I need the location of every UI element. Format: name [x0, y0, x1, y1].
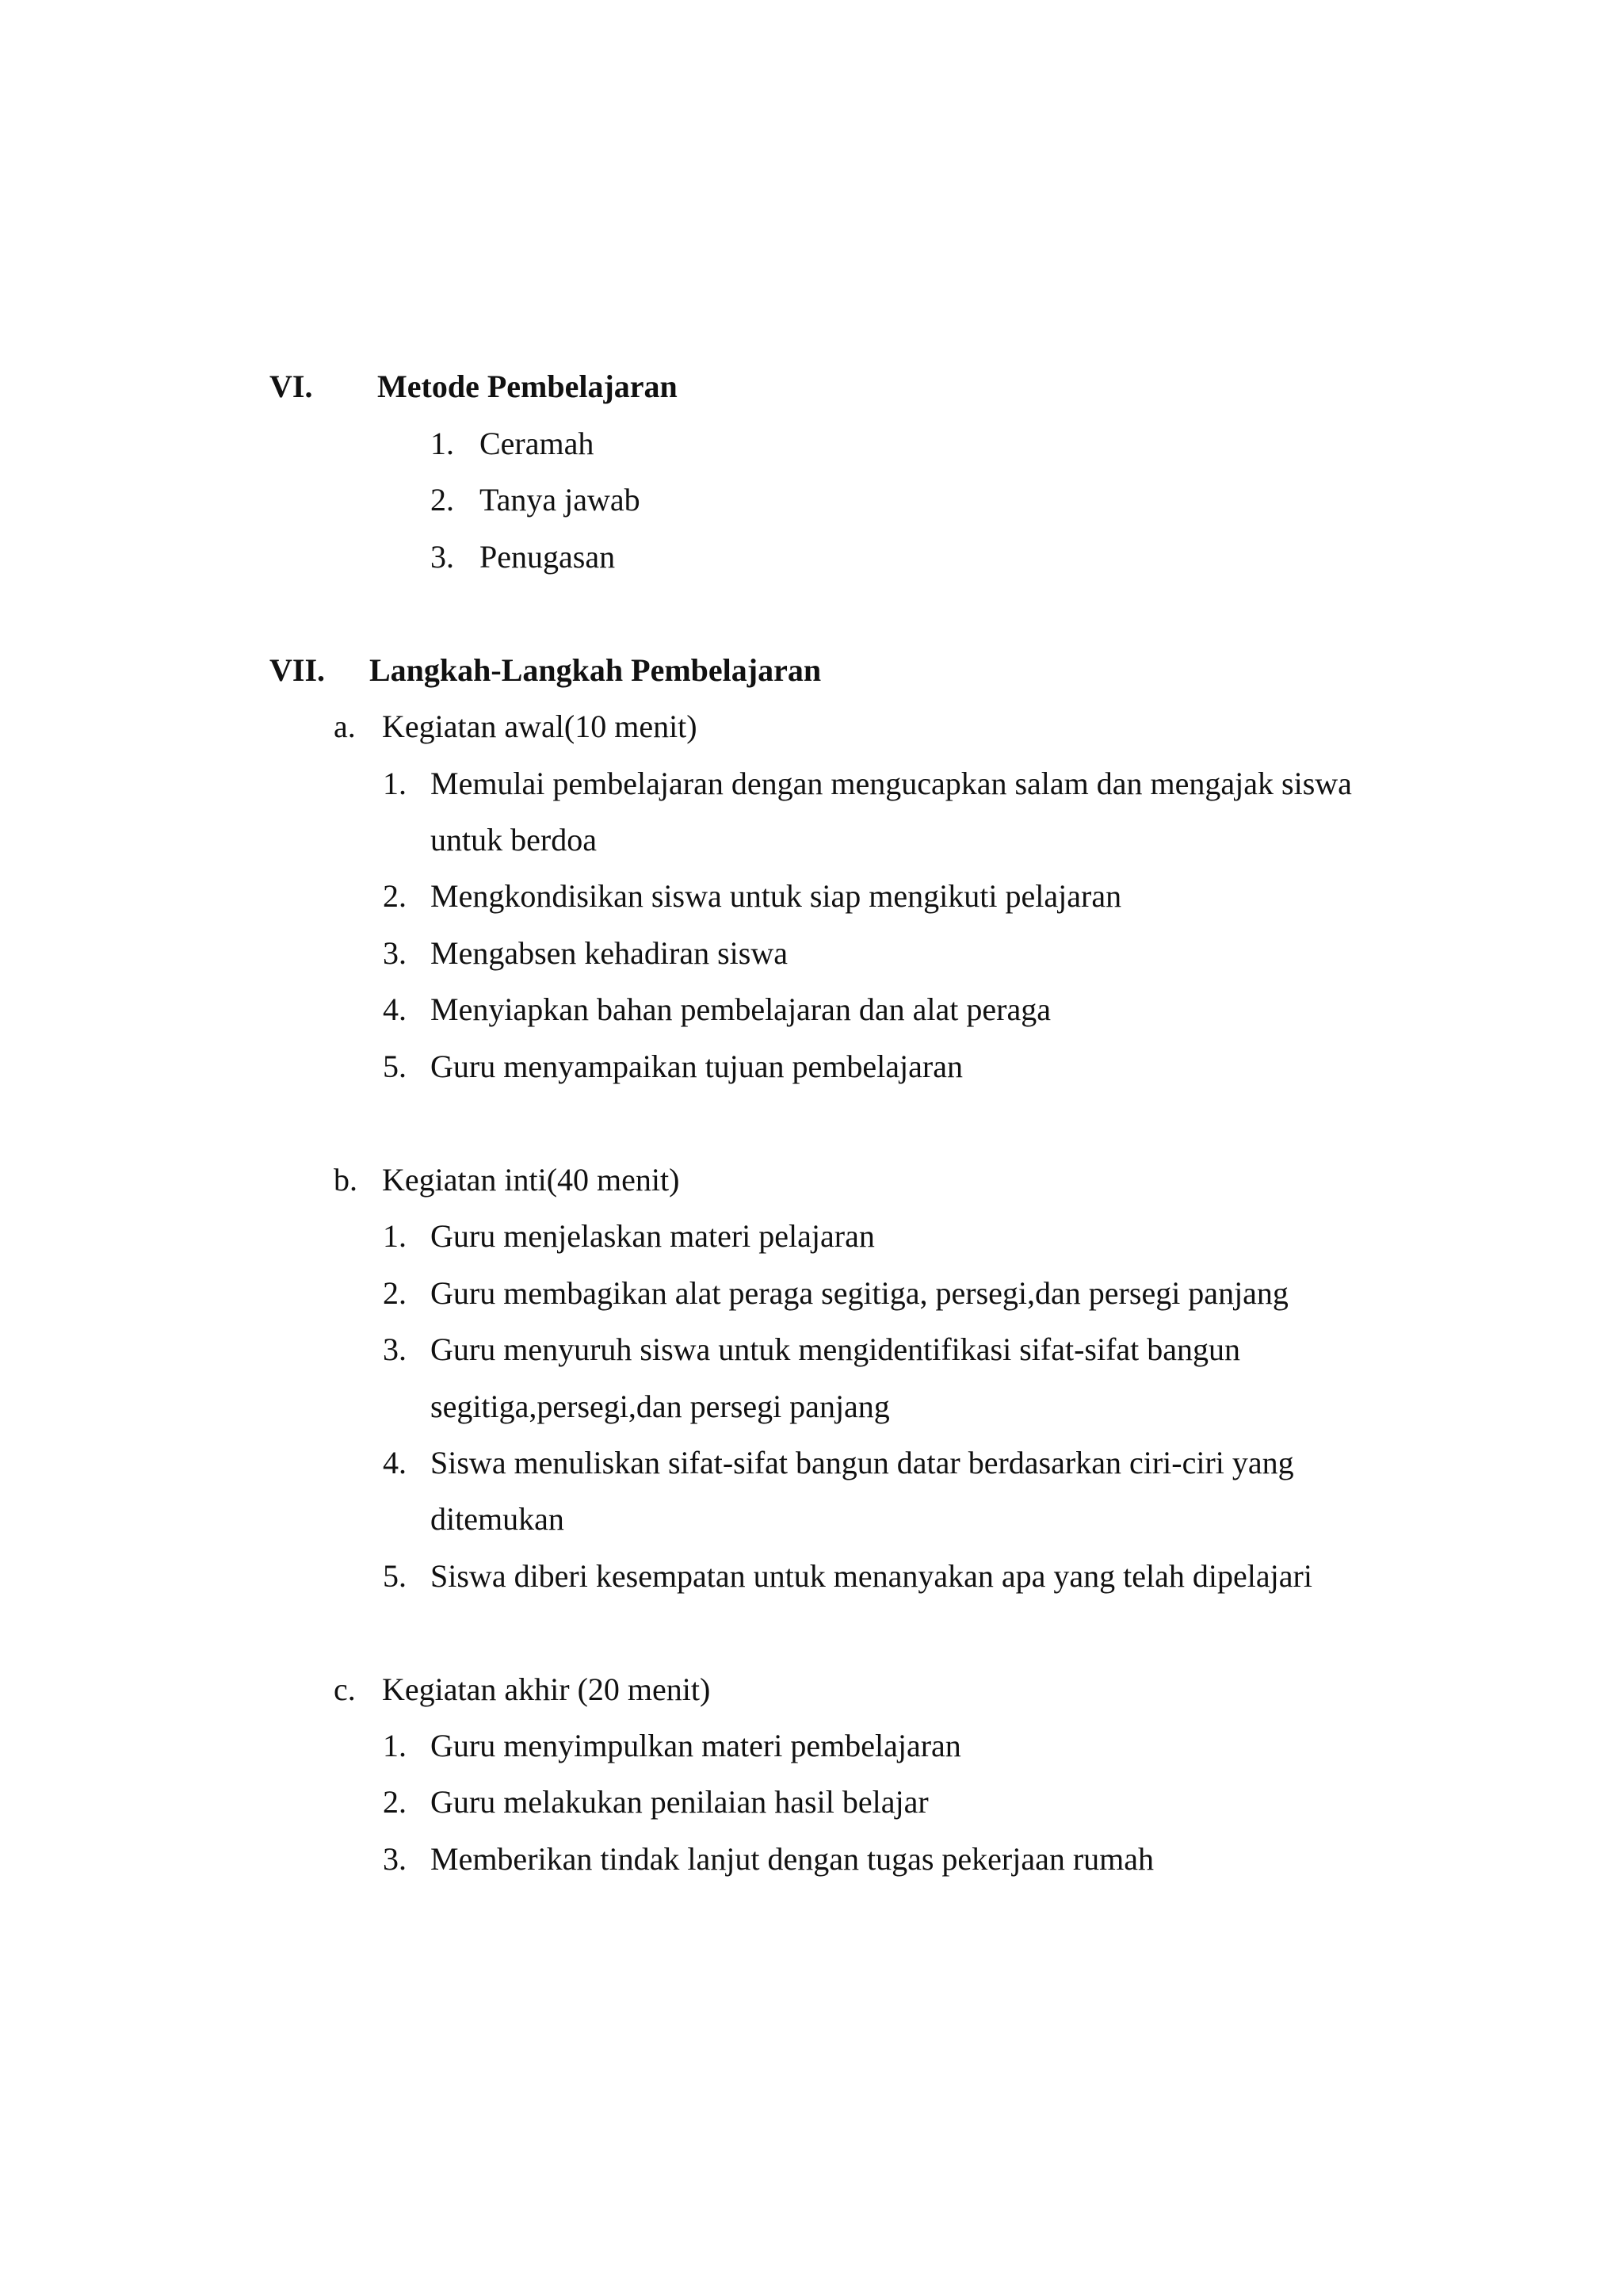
method-item-number: 1.: [430, 426, 454, 461]
method-item-text: Ceramah: [479, 426, 594, 461]
step-number: 2.: [383, 1784, 407, 1820]
step-number: 1.: [383, 1728, 407, 1763]
step-text: Memberikan tindak lanjut dengan tugas pekerjaan rumah: [430, 1841, 1155, 1877]
section-vi-numeral: VI.: [269, 369, 313, 404]
step-text-continuation: segitiga,persegi,dan persegi panjang: [430, 1389, 890, 1424]
part-title: Kegiatan akhir (20 menit): [382, 1671, 711, 1707]
step-number: 3.: [383, 1331, 407, 1367]
method-item-text: Tanya jawab: [479, 482, 640, 518]
step-number: 5.: [383, 1558, 407, 1594]
step-text: Guru melakukan penilaian hasil belajar: [430, 1784, 929, 1820]
step-text: Mengabsen kehadiran siswa: [430, 935, 788, 971]
step-text: Siswa menuliskan sifat-sifat bangun datar berdasarkan ciri-ciri yang: [430, 1445, 1294, 1480]
section-vi-heading: Metode Pembelajaran: [377, 369, 678, 404]
step-text: Guru menyampaikan tujuan pembelajaran: [430, 1049, 963, 1084]
step-text: Siswa diberi kesempatan untuk menanyakan apa yang telah dipelajari: [430, 1558, 1312, 1594]
step-text: Menyiapkan bahan pembelajaran dan alat peraga: [430, 991, 1051, 1027]
step-number: 3.: [383, 1841, 407, 1877]
step-number: 5.: [383, 1049, 407, 1084]
method-item-text: Penugasan: [479, 539, 616, 575]
step-number: 4.: [383, 1445, 407, 1480]
part-title: Kegiatan inti(40 menit): [382, 1162, 680, 1198]
step-text: Guru menyimpulkan materi pembelajaran: [430, 1728, 961, 1763]
section-vii-heading: Langkah-Langkah Pembelajaran: [369, 652, 822, 688]
step-text-continuation: ditemukan: [430, 1501, 564, 1537]
step-text: Guru menjelaskan materi pelajaran: [430, 1218, 875, 1254]
step-number: 1.: [383, 1218, 407, 1254]
step-number: 2.: [383, 878, 407, 914]
part-letter: c.: [334, 1671, 356, 1707]
step-text: Mengkondisikan siswa untuk siap mengikuti pelajaran: [430, 878, 1122, 914]
part-letter: a.: [334, 709, 356, 744]
part-title: Kegiatan awal(10 menit): [382, 709, 697, 744]
method-item-number: 2.: [430, 482, 454, 518]
step-text: Guru menyuruh siswa untuk mengidentifikasi sifat-sifat bangun: [430, 1331, 1241, 1367]
step-text: Guru membagikan alat peraga segitiga, persegi,dan persegi panjang: [430, 1275, 1289, 1311]
step-number: 1.: [383, 766, 407, 801]
step-text-continuation: untuk berdoa: [430, 822, 597, 858]
method-item-number: 3.: [430, 539, 454, 575]
step-number: 4.: [383, 991, 407, 1027]
step-number: 3.: [383, 935, 407, 971]
part-letter: b.: [334, 1162, 357, 1198]
section-vii-numeral: VII.: [269, 652, 326, 688]
step-text: Memulai pembelajaran dengan mengucapkan salam dan mengajak siswa: [430, 766, 1352, 801]
step-number: 2.: [383, 1275, 407, 1311]
